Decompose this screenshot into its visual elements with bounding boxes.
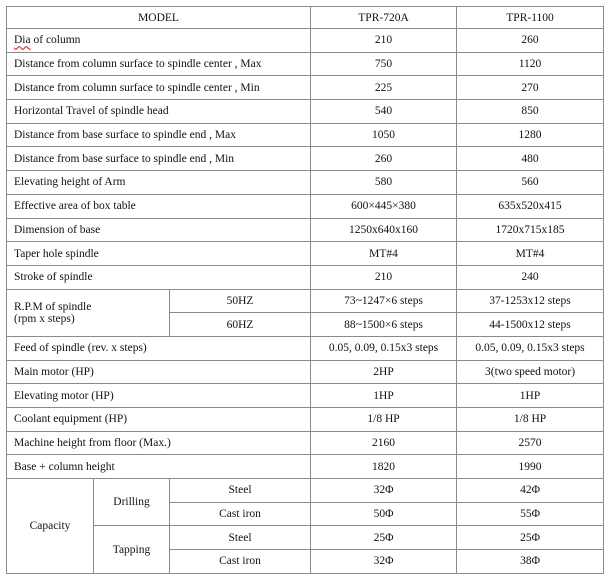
table-row [7,431,604,455]
row-label-rest: of column [30,34,81,47]
table-row [7,171,604,195]
capacity-label: Capacity [7,479,94,574]
row-label: Distance from column surface to spindle center , Min [7,76,311,100]
value-tpr-1100: 44-1500x12 steps [457,313,604,337]
row-label: Distance from column surface to spindle center , Max [7,52,311,76]
value-tpr-1100: 1/8 HP [457,408,604,432]
value-tpr-720a: 225 [311,76,457,100]
value-tpr-720a: 2HP [311,360,457,384]
table-row [7,218,604,242]
value-tpr-720a: 210 [311,265,457,289]
table-row [7,384,604,408]
value-tpr-1100: 38Φ [457,550,604,574]
table-row [7,265,604,289]
table-row-rpm-50hz [7,289,604,313]
value-tpr-1100: 37-1253x12 steps [457,289,604,313]
value-tpr-720a: 1820 [311,455,457,479]
row-label: Coolant equipment (HP) [7,408,311,432]
value-tpr-1100: 1990 [457,455,604,479]
table-row [7,455,604,479]
rpm-hz-label: 50HZ [170,289,311,313]
table-row [7,336,604,360]
value-tpr-1100: 25Φ [457,526,604,550]
row-label: Elevating motor (HP) [7,384,311,408]
value-tpr-720a: 25Φ [311,526,457,550]
value-tpr-1100: 2570 [457,431,604,455]
material-label: Cast iron [170,550,311,574]
value-tpr-1100: 260 [457,29,604,53]
header-tpr-1100: TPR-1100 [457,7,604,29]
value-tpr-720a: MT#4 [311,242,457,266]
table-row [7,360,604,384]
table-row [7,76,604,100]
rpm-label-line1: R.P.M of spindle [14,300,92,313]
row-label: Machine height from floor (Max.) [7,431,311,455]
header-row [7,7,604,29]
value-tpr-1100: 270 [457,76,604,100]
table-row [7,123,604,147]
value-tpr-1100: 1120 [457,52,604,76]
value-tpr-720a: 750 [311,52,457,76]
value-tpr-720a: 88~1500×6 steps [311,313,457,337]
row-label-underlined: Dia [14,34,31,47]
value-tpr-720a: 2160 [311,431,457,455]
rpm-label [7,289,170,336]
row-label: Taper hole spindle [7,242,311,266]
row-label: Horizontal Travel of spindle head [7,100,311,124]
spec-table [6,6,604,574]
value-tpr-720a: 580 [311,171,457,195]
tapping-label: Tapping [94,526,170,573]
value-tpr-1100: 560 [457,171,604,195]
value-tpr-720a: 600×445×380 [311,194,457,218]
table-row-capacity-tapping-steel [7,526,604,550]
value-tpr-720a: 540 [311,100,457,124]
table-row-capacity-drilling-steel [7,479,604,503]
value-tpr-720a: 50Φ [311,502,457,526]
value-tpr-1100: 1HP [457,384,604,408]
value-tpr-1100: MT#4 [457,242,604,266]
value-tpr-1100: 1720x715x185 [457,218,604,242]
value-tpr-1100: 850 [457,100,604,124]
value-tpr-1100: 42Φ [457,479,604,503]
table-row [7,242,604,266]
row-label [7,29,311,53]
value-tpr-1100: 0.05, 0.09, 0.15x3 steps [457,336,604,360]
material-label: Cast iron [170,502,311,526]
row-label: Main motor (HP) [7,360,311,384]
value-tpr-1100: 635x520x415 [457,194,604,218]
rpm-label-line2: (rpm x steps) [14,312,75,325]
value-tpr-720a: 260 [311,147,457,171]
row-label: Elevating height of Arm [7,171,311,195]
table-row [7,52,604,76]
row-label: Effective area of box table [7,194,311,218]
material-label: Steel [170,479,311,503]
table-row [7,408,604,432]
row-label: Distance from base surface to spindle end , Max [7,123,311,147]
value-tpr-1100: 480 [457,147,604,171]
row-label: Stroke of spindle [7,265,311,289]
value-tpr-720a: 210 [311,29,457,53]
header-model: MODEL [7,7,311,29]
value-tpr-720a: 1/8 HP [311,408,457,432]
row-label: Base + column height [7,455,311,479]
drilling-label: Drilling [94,479,170,526]
material-label: Steel [170,526,311,550]
value-tpr-720a: 1050 [311,123,457,147]
value-tpr-1100: 55Φ [457,502,604,526]
table-row [7,29,604,53]
table-row [7,147,604,171]
header-tpr-720a: TPR-720A [311,7,457,29]
row-label: Feed of spindle (rev. x steps) [7,336,311,360]
row-label: Distance from base surface to spindle end , Min [7,147,311,171]
value-tpr-720a: 32Φ [311,550,457,574]
value-tpr-720a: 73~1247×6 steps [311,289,457,313]
table-row [7,194,604,218]
value-tpr-1100: 1280 [457,123,604,147]
rpm-hz-label: 60HZ [170,313,311,337]
value-tpr-720a: 32Φ [311,479,457,503]
value-tpr-1100: 3(two speed motor) [457,360,604,384]
value-tpr-720a: 1HP [311,384,457,408]
value-tpr-720a: 1250x640x160 [311,218,457,242]
value-tpr-1100: 240 [457,265,604,289]
value-tpr-720a: 0.05, 0.09, 0.15x3 steps [311,336,457,360]
row-label: Dimension of base [7,218,311,242]
table-row [7,100,604,124]
